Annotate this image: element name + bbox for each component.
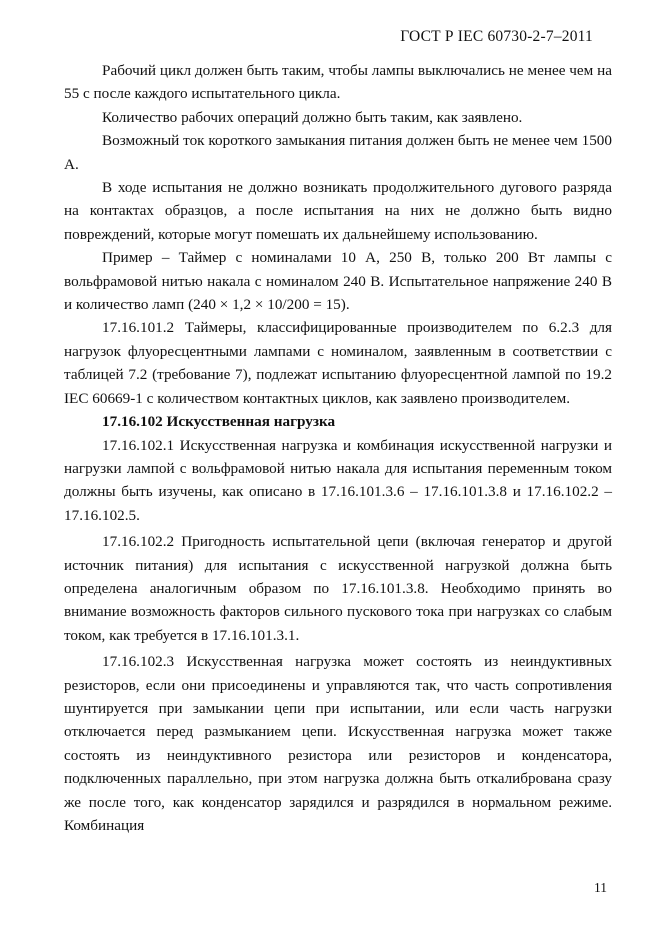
section-heading-17-16-102: 17.16.102 Искусственная нагрузка [102,413,336,431]
paragraph-arcing: В ходе испытания не должно возникать продолжительного дугового разряда на контактах образцов, а после испытания на них не должно быть видно повреждений, которые могут помешать их дальнейшему использованию. [64,179,612,243]
standard-header: ГОСТ Р IEC 60730-2-7–2011 [400,28,593,45]
paragraph-17-16-102-3: 17.16.102.3 Искусственная нагрузка может состоять из неиндуктивных резисторов, если они присоединены и управляются так, что часть сопротивления шунтируется при замыкании цепи при испытании, или если часть нагрузки отключается перед размыканием цепи. Искусственная нагрузка может также состоять из неиндуктивного резистора или резисторов и конденсатора, подключенных параллельно, при этом нагрузка должна быть откалибрована сразу же после того, как конденсатор зарядился и разрядился в нормальном режиме. Комбинация [64,653,612,834]
paragraph-17-16-102-2: 17.16.102.2 Пригодность испытательной цепи (включая генератор и другой источник питания) для испытания с искусственной нагрузкой должна быть определена аналогичным образом по 17.16.101.3.8. Необходимо принять во внимание возможность факторов сильного пускового тока при нагрузках со слабым током, как требуется в 17.16.101.3.1. [64,533,612,644]
paragraph-17-16-101-2: 17.16.101.2 Таймеры, классифицированные производителем по 6.2.3 для нагрузок флуоресцентными лампами с номиналом, заявленным в соответствии с таблицей 7.2 (требование 7), подлежат испытанию флуоресцентной лампой по 19.2 IEC 60669-1 с количеством контактных циклов, как заявлено производителем. [64,319,612,407]
page-number: 11 [594,880,607,895]
paragraph-short-circuit-current: Возможный ток короткого замыкания питания должен быть не менее чем 1500 А. [64,132,612,173]
paragraph-operations-count: Количество рабочих операций должно быть таким, как заявлено. [102,108,523,126]
document-body [64,59,612,837]
paragraph-17-16-102-1: 17.16.102.1 Искусственная нагрузка и комбинация искусственной нагрузки и нагрузки лампой с вольфрамовой нитью накала для испытания переменным током должны быть изучены, как описано в 17.16.101.3.6 – 17.16.101.3.8 и 17.16.102.2 – 17.16.102.5. [64,436,612,524]
paragraph-example: Пример – Таймер с номиналами 10 А, 250 В, только 200 Вт лампы с вольфрамовой нитью накала с номиналом 240 В. Испытательное напряжение 240 В и количество ламп (240 × 1,2 × 10/200 = 15). [64,249,612,314]
paragraph-duty-cycle: Рабочий цикл должен быть таким, чтобы лампы выключались не менее чем на 55 с после каждого испытательного цикла. [64,62,612,103]
